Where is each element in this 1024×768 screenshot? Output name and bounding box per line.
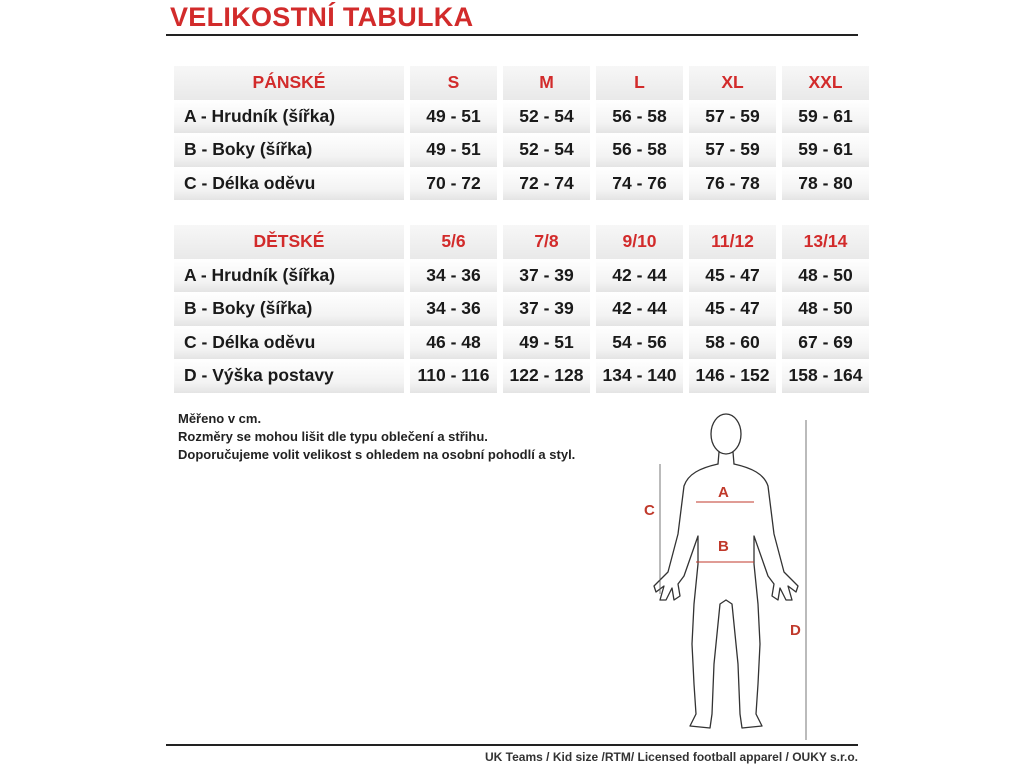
size-value: 52 - 54 bbox=[503, 100, 590, 134]
body-outline-icon bbox=[628, 404, 860, 744]
mens-row bbox=[174, 100, 869, 134]
body-measurement-figure bbox=[628, 404, 860, 744]
size-value: 72 - 74 bbox=[503, 167, 590, 201]
size-value: 110 - 116 bbox=[410, 359, 497, 393]
size-value: 56 - 58 bbox=[596, 100, 683, 134]
size-value: 34 - 36 bbox=[410, 259, 497, 293]
mens-size-table bbox=[168, 66, 875, 200]
size-value: 146 - 152 bbox=[689, 359, 776, 393]
size-value: 67 - 69 bbox=[782, 326, 869, 360]
measurement-notes bbox=[178, 410, 575, 464]
measurement-label: A - Hrudník (šířka) bbox=[174, 100, 404, 134]
size-value: 42 - 44 bbox=[596, 259, 683, 293]
note-recommendation: Doporučujeme volit velikost s ohledem na osobní pohodlí a styl. bbox=[178, 447, 576, 462]
size-value: 34 - 36 bbox=[410, 292, 497, 326]
size-heading: S bbox=[410, 66, 497, 100]
size-heading: L bbox=[596, 66, 683, 100]
size-value: 49 - 51 bbox=[410, 100, 497, 134]
size-value: 57 - 59 bbox=[689, 133, 776, 167]
size-value: 37 - 39 bbox=[503, 292, 590, 326]
size-value: 46 - 48 bbox=[410, 326, 497, 360]
section-heading: PÁNSKÉ bbox=[174, 66, 404, 100]
size-value: 58 - 60 bbox=[689, 326, 776, 360]
size-heading: 11/12 bbox=[689, 225, 776, 259]
measurement-label: B - Boky (šířka) bbox=[174, 292, 404, 326]
size-heading: 13/14 bbox=[782, 225, 869, 259]
size-value: 70 - 72 bbox=[410, 167, 497, 201]
body-height-label: D bbox=[790, 622, 801, 639]
size-heading: 9/10 bbox=[596, 225, 683, 259]
size-heading: XXL bbox=[782, 66, 869, 100]
size-heading: 5/6 bbox=[410, 225, 497, 259]
footer-divider bbox=[166, 744, 858, 746]
size-value: 54 - 56 bbox=[596, 326, 683, 360]
section-heading: DĚTSKÉ bbox=[174, 225, 404, 259]
kids-row bbox=[174, 326, 869, 360]
kids-header-row bbox=[174, 225, 869, 259]
size-value: 45 - 47 bbox=[689, 292, 776, 326]
kids-size-table bbox=[168, 225, 875, 393]
page-title: VELIKOSTNÍ TABULKA bbox=[170, 2, 474, 32]
kids-row bbox=[174, 292, 869, 326]
measurement-label: C - Délka oděvu bbox=[174, 326, 404, 360]
size-heading: XL bbox=[689, 66, 776, 100]
hips-label: B bbox=[718, 538, 729, 555]
chest-label: A bbox=[718, 484, 729, 501]
title-divider bbox=[166, 34, 858, 36]
footer-text: UK Teams / Kid size /RTM/ Licensed football apparel / OUKY s.r.o. bbox=[485, 750, 858, 764]
size-value: 57 - 59 bbox=[689, 100, 776, 134]
size-value: 134 - 140 bbox=[596, 359, 683, 393]
size-value: 76 - 78 bbox=[689, 167, 776, 201]
size-value: 49 - 51 bbox=[410, 133, 497, 167]
mens-row bbox=[174, 167, 869, 201]
size-heading: 7/8 bbox=[503, 225, 590, 259]
garment-length-label: C bbox=[644, 502, 655, 519]
size-value: 59 - 61 bbox=[782, 133, 869, 167]
size-value: 48 - 50 bbox=[782, 259, 869, 293]
size-value: 45 - 47 bbox=[689, 259, 776, 293]
size-value: 78 - 80 bbox=[782, 167, 869, 201]
note-variation: Rozměry se mohou lišit dle typu oblečení a střihu. bbox=[178, 429, 488, 444]
size-value: 48 - 50 bbox=[782, 292, 869, 326]
note-units: Měřeno v cm. bbox=[178, 411, 262, 426]
kids-row bbox=[174, 259, 869, 293]
measurement-label: C - Délka oděvu bbox=[174, 167, 404, 201]
size-value: 49 - 51 bbox=[503, 326, 590, 360]
kids-row bbox=[174, 359, 869, 393]
size-value: 52 - 54 bbox=[503, 133, 590, 167]
mens-header-row bbox=[174, 66, 869, 100]
size-value: 74 - 76 bbox=[596, 167, 683, 201]
measurement-label: B - Boky (šířka) bbox=[174, 133, 404, 167]
size-value: 56 - 58 bbox=[596, 133, 683, 167]
size-value: 122 - 128 bbox=[503, 359, 590, 393]
size-value: 158 - 164 bbox=[782, 359, 869, 393]
mens-row bbox=[174, 133, 869, 167]
size-value: 42 - 44 bbox=[596, 292, 683, 326]
measurement-label: D - Výška postavy bbox=[174, 359, 404, 393]
size-heading: M bbox=[503, 66, 590, 100]
size-value: 37 - 39 bbox=[503, 259, 590, 293]
measurement-label: A - Hrudník (šířka) bbox=[174, 259, 404, 293]
size-value: 59 - 61 bbox=[782, 100, 869, 134]
